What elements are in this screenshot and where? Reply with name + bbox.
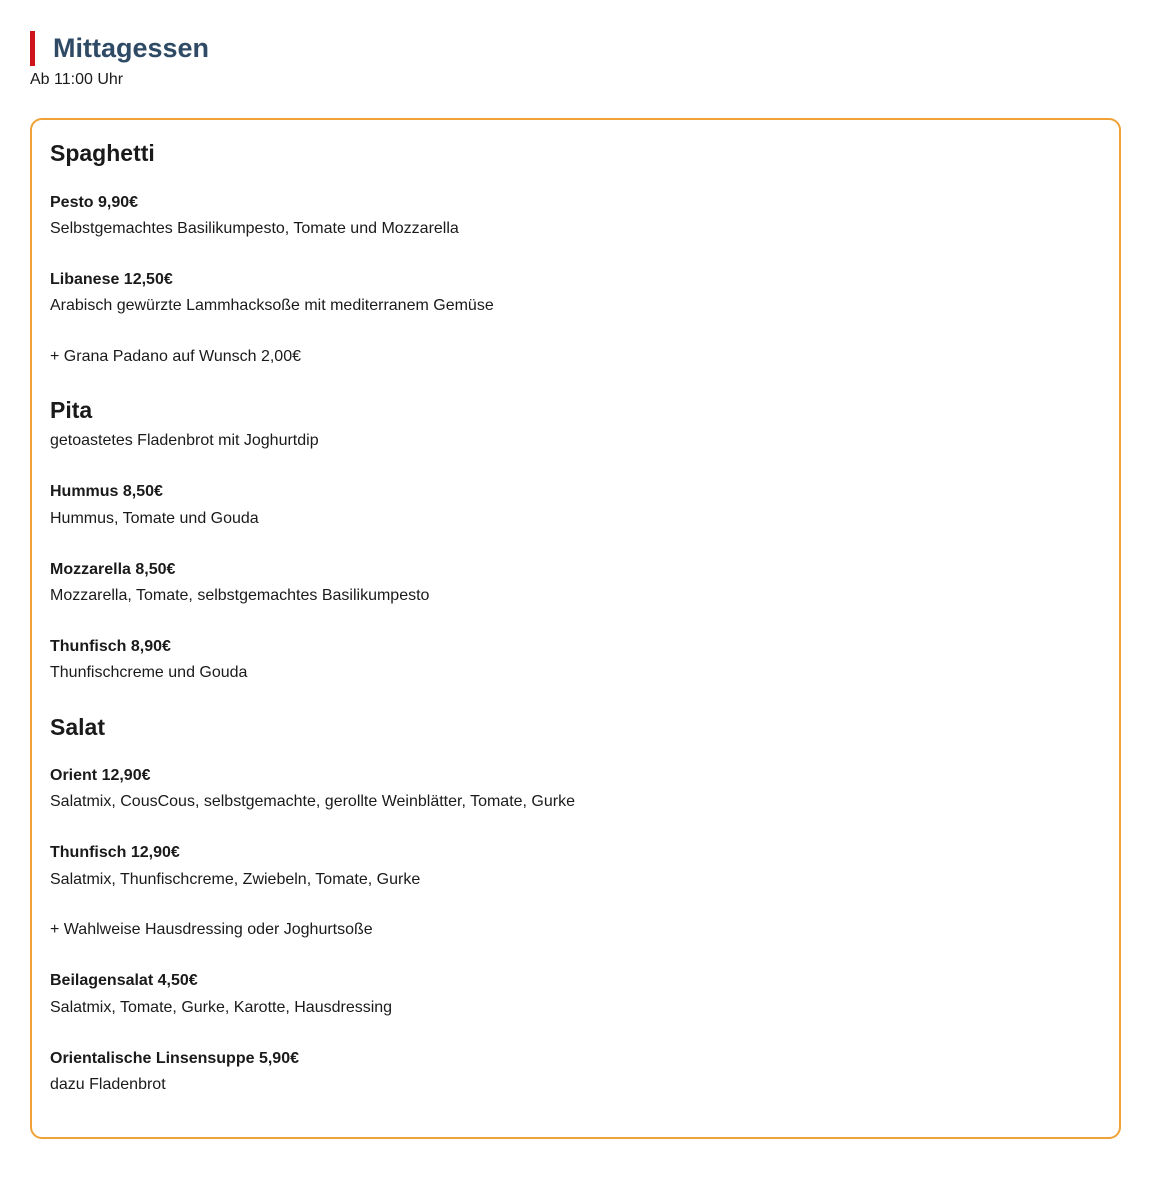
item-title-libanese: Libanese 12,50€ [50, 271, 173, 288]
item-desc-thunfisch-salat: Salatmix, Thunfischcreme, Zwiebeln, Tomate, Gurke [50, 871, 421, 888]
page-title: Mittagessen [53, 33, 210, 63]
item-desc-hummus: Hummus, Tomate und Gouda [50, 510, 259, 527]
item-desc-orient: Salatmix, CousCous, selbstgemachte, gerollte Weinblätter, Tomate, Gurke [50, 793, 575, 810]
title-row [30, 31, 209, 66]
item-title-mozzarella: Mozzarella 8,50€ [50, 561, 176, 578]
item-title-orient: Orient 12,90€ [50, 767, 151, 784]
item-title-beilagensalat: Beilagensalat 4,50€ [50, 972, 198, 989]
item-title-hummus: Hummus 8,50€ [50, 483, 163, 500]
item-title-thunfisch-pita: Thunfisch 8,90€ [50, 638, 171, 655]
section-title-spaghetti: Spaghetti [50, 140, 155, 166]
item-desc-libanese: Arabisch gewürzte Lammhacksoße mit mediterranem Gemüse [50, 297, 494, 314]
item-desc-beilagensalat: Salatmix, Tomate, Gurke, Karotte, Hausdressing [50, 999, 393, 1016]
item-title-thunfisch-salat: Thunfisch 12,90€ [50, 844, 180, 861]
item-desc-thunfisch-pita: Thunfischcreme und Gouda [50, 664, 248, 681]
section-title-salat: Salat [50, 714, 105, 740]
item-desc-linsensuppe: dazu Fladenbrot [50, 1076, 166, 1093]
menu-card [30, 118, 1121, 1139]
accent-bar [30, 31, 35, 66]
item-title-linsensuppe: Orientalische Linsensuppe 5,90€ [50, 1050, 299, 1067]
pita-subtitle: getoastetes Fladenbrot mit Joghurtdip [50, 432, 319, 449]
page-header [30, 31, 209, 89]
salat-note: + Wahlweise Hausdressing oder Joghurtsoße [50, 921, 373, 938]
item-desc-pesto: Selbstgemachtes Basilikumpesto, Tomate und Mozzarella [50, 220, 459, 237]
section-title-pita: Pita [50, 397, 93, 423]
spaghetti-note: + Grana Padano auf Wunsch 2,00€ [50, 348, 301, 365]
opening-time: Ab 11:00 Uhr [30, 71, 124, 88]
item-title-pesto: Pesto 9,90€ [50, 194, 139, 211]
item-desc-mozzarella: Mozzarella, Tomate, selbstgemachtes Basilikumpesto [50, 587, 430, 604]
